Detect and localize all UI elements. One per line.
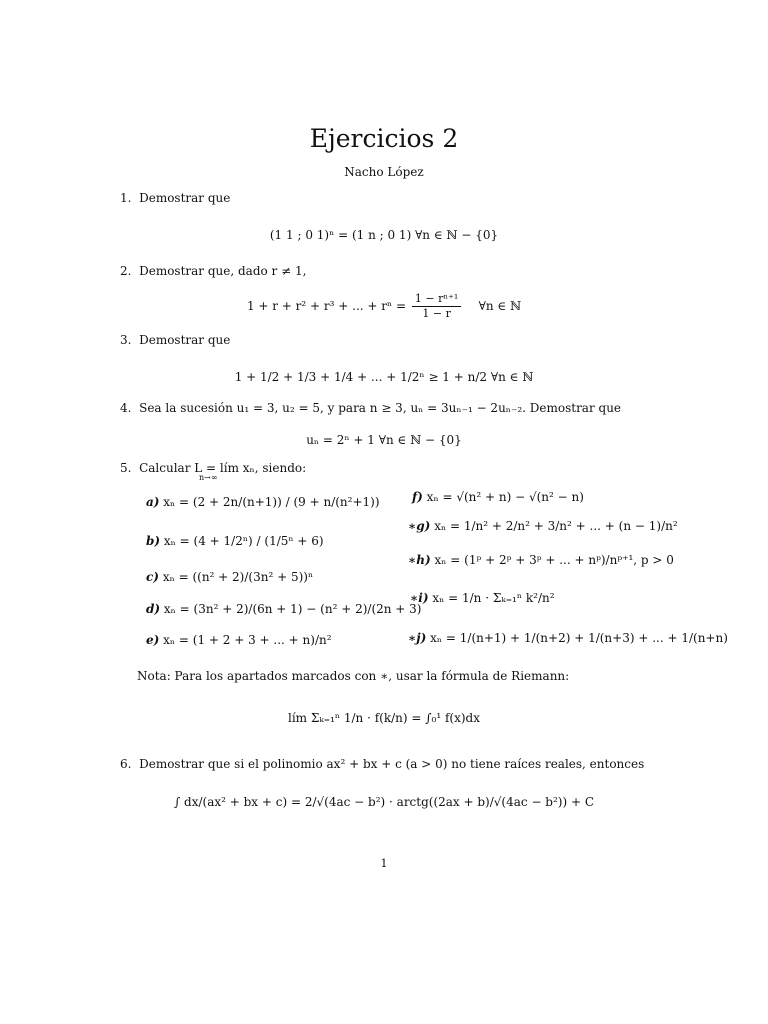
item-j: ∗j) xₙ = 1/(n+1) + 1/(n+2) + 1/(n+3) + ... + 1/(n+n)	[408, 631, 728, 645]
author-name: Nacho López	[344, 165, 424, 179]
exercise-text: Demostrar que	[139, 191, 231, 205]
formula-lhs: 1 + r + r² + r³ + ... + rⁿ =	[246, 298, 407, 313]
fraction: $\frac{\text{1 − rⁿ⁺¹}}{1 - r}$	[412, 292, 461, 321]
exercise-number: 2.	[120, 264, 132, 278]
exercise-number: 3.	[120, 333, 132, 347]
exercise-number: 4.	[120, 401, 132, 415]
item-i: ∗i) xₙ = 1/n · Σₖ₌₁ⁿ k²/n²	[410, 591, 555, 605]
item-d: d) xₙ = (3n² + 2)/(6n + 1) − (n² + 2)/(2n + 3)	[146, 602, 422, 616]
item-h: ∗h) xₙ = (1ᵖ + 2ᵖ + 3ᵖ + ... + nᵖ)/nᵖ⁺¹, p > 0	[408, 553, 674, 567]
item-e: e) xₙ = (1 + 2 + 3 + ... + n)/n²	[146, 633, 332, 647]
limit-subscript: n→∞	[199, 473, 218, 482]
exercise-text: Demostrar que	[139, 333, 231, 347]
formula-6: ∫ dx/(ax² + bx + c) = 2/√(4ac − b²) · arctg((2ax + b)/√(4ac − b²)) + C	[173, 795, 595, 809]
exercise-text: Calcular L = lím xₙ, siendo:	[139, 461, 307, 475]
exercise-6	[120, 757, 644, 771]
exercise-text: Sea la sucesión u₁ = 3, u₂ = 5, y para n ≥ 3, uₙ = 3uₙ₋₁ − 2uₙ₋₂. Demostrar que	[139, 401, 622, 415]
condition: ∀n ∈ ℕ	[478, 298, 522, 313]
exercise-number: 1.	[120, 191, 132, 205]
exercise-number: 5.	[120, 461, 132, 475]
document-title: Ejercicios 2	[309, 124, 459, 153]
exercise-1	[120, 191, 230, 205]
exercise-3	[120, 333, 230, 347]
riemann-formula: lím Σₖ₌₁ⁿ 1/n · f(k/n) = ∫₀¹ f(x)dx	[288, 711, 480, 725]
item-g: ∗g) xₙ = 1/n² + 2/n² + 3/n² + ... + (n − 1)/n²	[408, 519, 678, 533]
item-a: a) xₙ = (2 + 2n/(n+1)) / (9 + n/(n²+1))	[146, 495, 380, 509]
formula-1: (1 1 ; 0 1)ⁿ = (1 n ; 0 1) ∀n ∈ ℕ − {0}	[269, 228, 499, 242]
page-number: 1	[380, 857, 388, 870]
exercise-number: 6.	[120, 757, 132, 771]
formula-3: 1 + 1/2 + 1/3 + 1/4 + ... + 1/2ⁿ ≥ 1 + n/2 ∀n ∈ ℕ	[234, 370, 534, 384]
exercise-2	[120, 264, 306, 278]
exercise-text: Demostrar que, dado r ≠ 1,	[139, 264, 307, 278]
exercise-4	[120, 401, 621, 415]
riemann-note: Nota: Para los apartados marcados con ∗, usar la fórmula de Riemann:	[137, 669, 570, 683]
formula-2	[0, 292, 768, 321]
exercise-text: Demostrar que si el polinomio ax² + bx + c (a > 0) no tiene raíces reales, entonces	[139, 757, 645, 771]
item-c: c) xₙ = ((n² + 2)/(3n² + 5))ⁿ	[146, 570, 314, 584]
item-b: b) xₙ = (4 + 1/2ⁿ) / (1/5ⁿ + 6)	[146, 534, 324, 548]
item-f: f) xₙ = √(n² + n) − √(n² − n)	[412, 490, 584, 504]
formula-4: uₙ = 2ⁿ + 1 ∀n ∈ ℕ − {0}	[306, 433, 462, 447]
